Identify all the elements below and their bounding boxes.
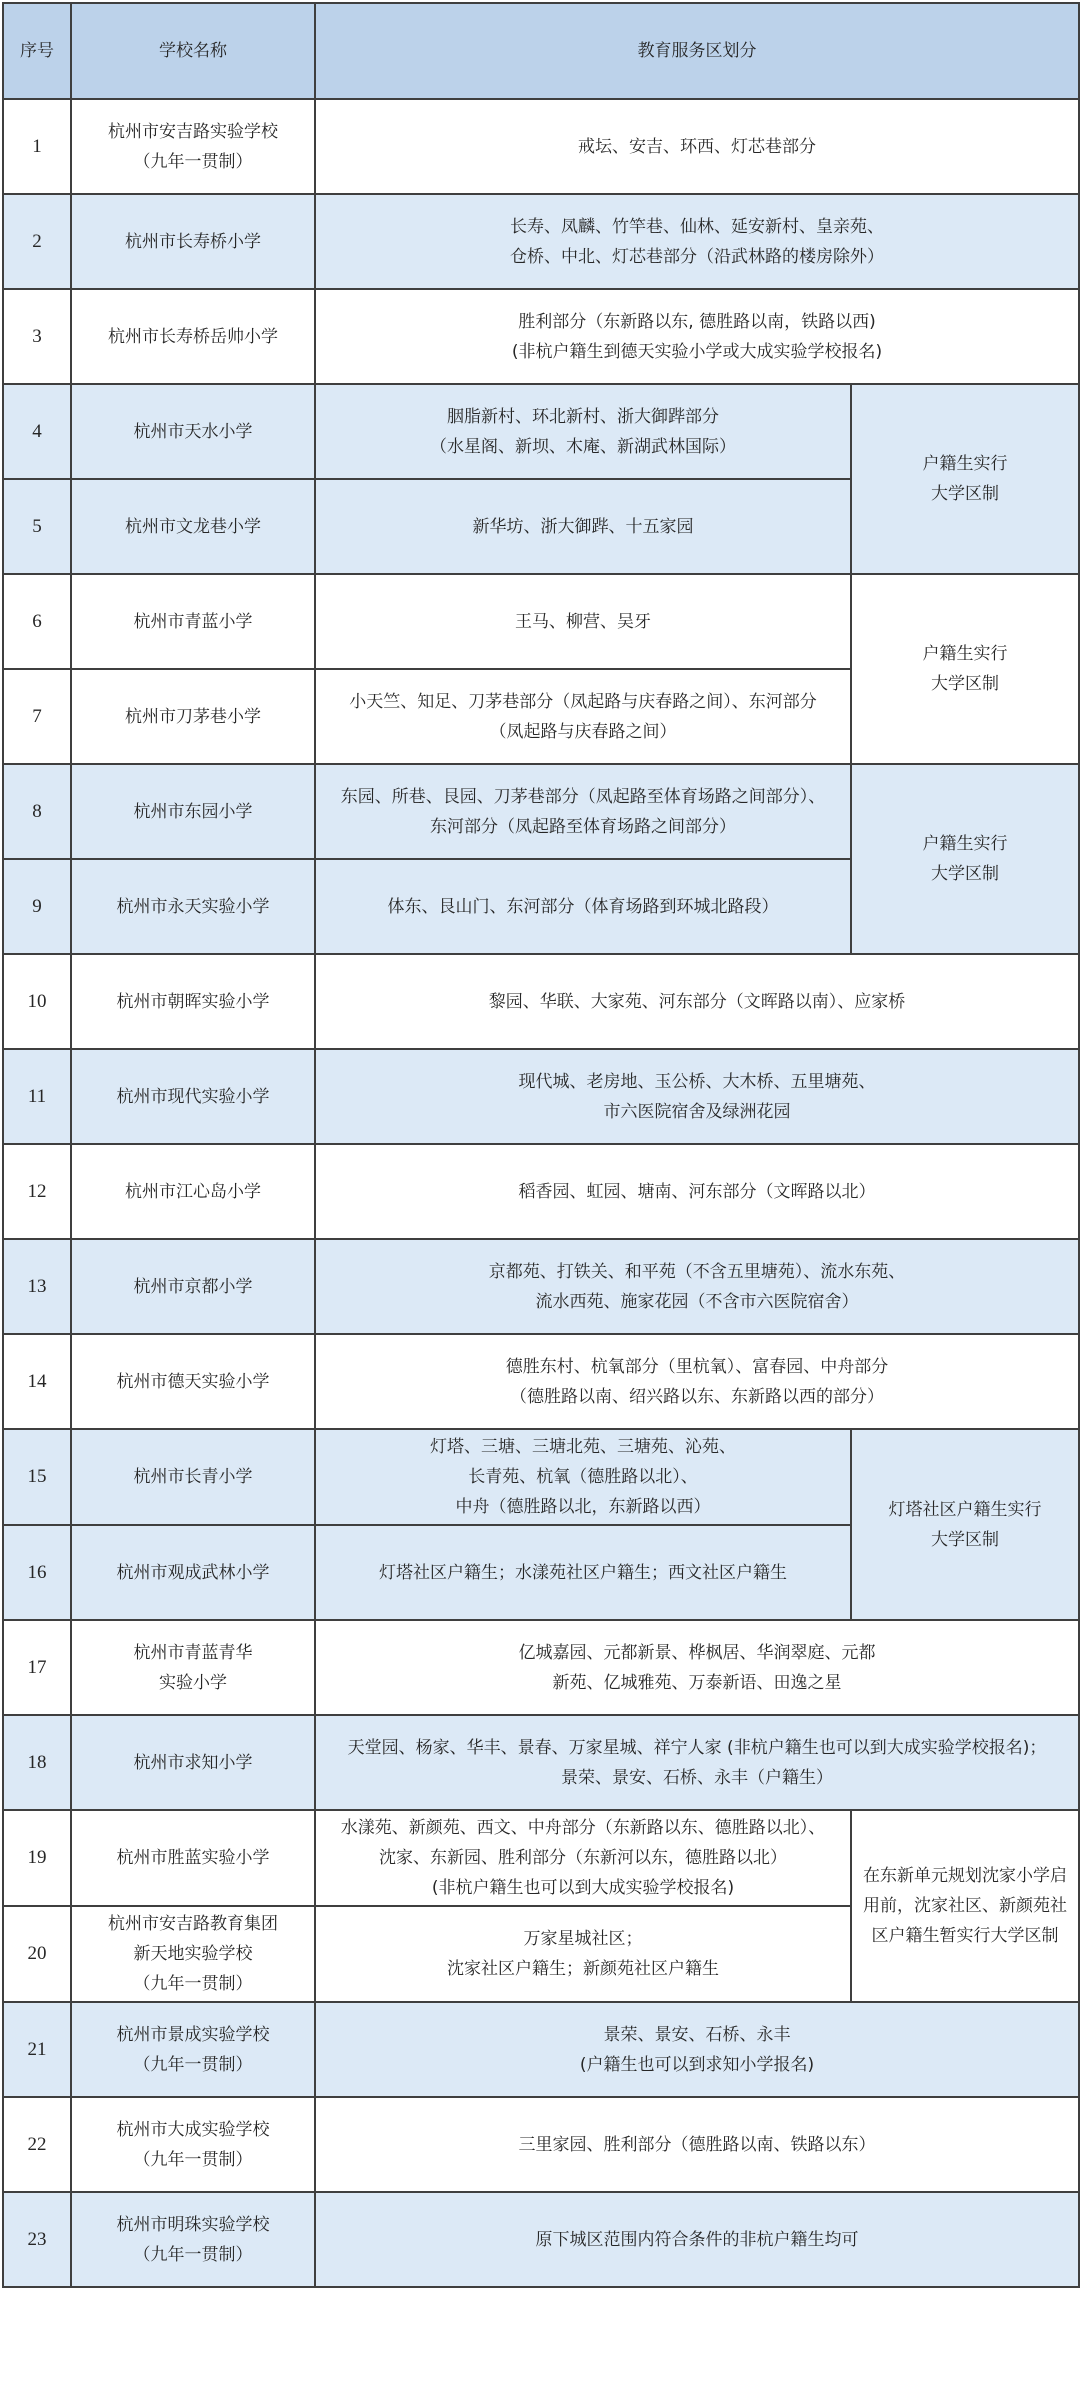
service-area-line: 小天竺、知足、刀茅巷部分（凤起路与庆春路之间）、东河部分: [349, 691, 817, 712]
row-number-cell: 12: [3, 1144, 71, 1239]
service-area-line: (户籍生也可以到求知小学报名): [579, 2054, 815, 2075]
school-name-line: 杭州市江心岛小学: [125, 1181, 261, 1202]
service-area-line: 沈家、东新园、胜利部分（东新河以东，德胜路以北）: [379, 1848, 787, 1868]
row-number-cell: 9: [3, 859, 71, 954]
row-number-cell: 13: [3, 1239, 71, 1334]
note-line: 区户籍生暂实行大学区制: [871, 1926, 1059, 1946]
school-name-line: 杭州市观成武林小学: [116, 1562, 270, 1583]
service-area-cell: [315, 1334, 1079, 1429]
school-name-cell: [71, 2097, 315, 2192]
school-name-line: 杭州市朝晖实验小学: [116, 991, 270, 1012]
table-row: [3, 99, 1079, 194]
school-name-line: 杭州市文龙巷小学: [125, 516, 261, 537]
row-number-cell: 15: [3, 1429, 71, 1525]
service-area-cell: [315, 194, 1079, 289]
note-line: 户籍生实行: [922, 454, 1008, 474]
service-area-line: 仓桥、中北、灯芯巷部分（沿武林路的楼房除外）: [510, 246, 884, 267]
school-name-cell: [71, 954, 315, 1049]
school-name-cell: [71, 764, 315, 859]
service-area-cell: [315, 1525, 851, 1620]
school-district-table: [2, 2, 1080, 2288]
school-name-line: （九年一贯制）: [133, 1974, 253, 1994]
service-area-line: 原下城区范围内符合条件的非杭户籍生均可: [535, 2229, 859, 2250]
school-name-cell: [71, 2002, 315, 2097]
school-name-cell: [71, 1525, 315, 1620]
service-area-cell: [315, 1049, 1079, 1144]
service-area-line: 长寿、凤麟、竹竿巷、仙林、延安新村、皇亲苑、: [510, 216, 884, 237]
service-area-line: 体东、艮山门、东河部分（体育场路到环城北路段）: [387, 896, 779, 917]
school-name-line: 杭州市长寿桥岳帅小学: [108, 326, 278, 347]
service-area-cell: [315, 1144, 1079, 1239]
table-row: [3, 954, 1079, 1049]
table-row: [3, 2097, 1079, 2192]
school-name-line: 杭州市天水小学: [133, 421, 253, 442]
row-number-cell: 23: [3, 2192, 71, 2287]
note-line: 大学区制: [931, 674, 999, 694]
merged-note-cell: [851, 764, 1079, 954]
school-name-line: 杭州市求知小学: [133, 1752, 253, 1773]
service-area-line: 新华坊、浙大御跸、十五家园: [472, 516, 694, 537]
school-name-line: 杭州市安吉路实验学校: [108, 121, 278, 142]
note-line: 户籍生实行: [922, 834, 1008, 854]
note-line: 用前，沈家社区、新颜苑社: [863, 1896, 1067, 1916]
service-area-line: （德胜路以南、绍兴路以东、东新路以西的部分）: [510, 1386, 884, 1407]
table-row: [3, 1810, 1079, 1906]
service-area-line: (非杭户籍生到德天实验小学或大成实验学校报名): [511, 341, 883, 362]
service-area-line: 稻香园、虹园、塘南、河东部分（文晖路以北）: [518, 1181, 876, 1202]
header-no: 序号: [3, 3, 71, 99]
table-row: [3, 1334, 1079, 1429]
school-name-line: 杭州市刀茅巷小学: [125, 706, 261, 727]
service-area-line: 中舟（德胜路以北，东新路以西）: [455, 1497, 711, 1517]
service-area-line: 景荣、景安、石桥、永丰（户籍生）: [561, 1767, 833, 1788]
school-name-cell: [71, 1429, 315, 1525]
school-name-line: 杭州市安吉路教育集团: [108, 1914, 278, 1934]
table-row: [3, 1049, 1079, 1144]
service-area-cell: [315, 764, 851, 859]
note-line: 户籍生实行: [922, 644, 1008, 664]
service-area-line: 京都苑、打铁关、和平苑（不含五里塘苑）、流水东苑、: [488, 1261, 906, 1282]
service-area-cell: [315, 2097, 1079, 2192]
note-line: 在东新单元规划沈家小学启: [863, 1866, 1067, 1886]
service-area-cell: [315, 289, 1079, 384]
school-name-cell: [71, 1810, 315, 1906]
service-area-line: 长青苑、杭氧（德胜路以北）、: [468, 1467, 698, 1487]
service-area-cell: [315, 859, 851, 954]
merged-note-cell: [851, 1810, 1079, 2002]
row-number-cell: 7: [3, 669, 71, 764]
service-area-cell: [315, 2002, 1079, 2097]
service-area-cell: [315, 479, 851, 574]
school-name-line: 实验小学: [159, 1672, 227, 1693]
table-row: [3, 574, 1079, 669]
school-name-cell: [71, 194, 315, 289]
service-area-cell: [315, 1810, 851, 1906]
table-row: [3, 1239, 1079, 1334]
service-area-line: 亿城嘉园、元都新景、桦枫居、华润翠庭、元都: [518, 1642, 876, 1663]
service-area-cell: [315, 954, 1079, 1049]
service-area-line: 沈家社区户籍生；新颜苑社区户籍生: [447, 1959, 719, 1979]
row-number-cell: 3: [3, 289, 71, 384]
merged-note-cell: [851, 1429, 1079, 1620]
school-name-line: （九年一贯制）: [133, 2244, 253, 2265]
school-name-cell: [71, 479, 315, 574]
service-area-line: (非杭户籍生也可以到大成实验学校报名): [431, 1878, 735, 1898]
row-number-cell: 21: [3, 2002, 71, 2097]
service-area-line: 流水西苑、施家花园（不含市六医院宿舍）: [535, 1291, 859, 1312]
merged-note-cell: [851, 384, 1079, 574]
service-area-cell: [315, 2192, 1079, 2287]
service-area-line: 万家星城社区；: [523, 1929, 643, 1949]
service-area-line: （水星阁、新坝、木庵、新湖武林国际）: [430, 436, 736, 457]
school-name-cell: [71, 2192, 315, 2287]
service-area-cell: [315, 384, 851, 479]
header-school-name: 学校名称: [71, 3, 315, 99]
table-row: [3, 2002, 1079, 2097]
service-area-line: 灯塔社区户籍生；水漾苑社区户籍生；西文社区户籍生: [379, 1562, 787, 1583]
school-name-line: 杭州市长青小学: [133, 1467, 253, 1487]
school-name-line: （九年一贯制）: [133, 151, 253, 172]
service-area-line: 东河部分（凤起路至体育场路之间部分）: [430, 816, 736, 837]
service-area-line: 天堂园、杨家、华丰、景春、万家星城、祥宁人家 (非杭户籍生也可以到大成实验学校报名)；: [347, 1737, 1047, 1758]
service-area-line: 三里家园、胜利部分（德胜路以南、铁路以东）: [518, 2134, 876, 2155]
service-area-line: 胜利部分（东新路以东, 德胜路以南，铁路以西): [518, 311, 876, 332]
table-row: [3, 1144, 1079, 1239]
note-line: 大学区制: [931, 484, 999, 504]
row-number-cell: 20: [3, 1906, 71, 2002]
table-row: [3, 289, 1079, 384]
school-name-cell: [71, 1906, 315, 2002]
service-area-cell: [315, 669, 851, 764]
school-name-line: （九年一贯制）: [133, 2054, 253, 2075]
service-area-line: 王马、柳营、吴牙: [515, 611, 651, 632]
service-area-cell: [315, 1620, 1079, 1715]
school-name-cell: [71, 574, 315, 669]
service-area-line: 德胜东村、杭氧部分（里杭氧）、富春园、中舟部分: [505, 1356, 889, 1377]
row-number-cell: 2: [3, 194, 71, 289]
service-area-cell: [315, 1906, 851, 2002]
service-area-line: （凤起路与庆春路之间）: [489, 721, 677, 742]
school-name-line: 杭州市景成实验学校: [116, 2024, 270, 2045]
school-name-cell: [71, 1144, 315, 1239]
school-name-line: 杭州市长寿桥小学: [125, 231, 261, 252]
service-area-line: 戒坛、安吉、环西、灯芯巷部分: [578, 136, 816, 157]
school-name-line: 杭州市青蓝小学: [133, 611, 253, 632]
table-body: [3, 99, 1079, 2287]
row-number-cell: 10: [3, 954, 71, 1049]
service-area-line: 新苑、亿城雅苑、万泰新语、田逸之星: [552, 1672, 842, 1693]
school-name-cell: [71, 1334, 315, 1429]
school-name-line: 新天地实验学校: [133, 1944, 253, 1964]
school-name-line: 杭州市大成实验学校: [116, 2119, 270, 2140]
table-row: [3, 384, 1079, 479]
service-area-line: 黎园、华联、大家苑、河东部分（文晖路以南）、应家桥: [488, 991, 906, 1012]
table-row: [3, 2192, 1079, 2287]
row-number-cell: 11: [3, 1049, 71, 1144]
service-area-cell: [315, 1429, 851, 1525]
school-name-cell: [71, 1239, 315, 1334]
school-name-line: （九年一贯制）: [133, 2149, 253, 2170]
service-area-cell: [315, 1715, 1079, 1810]
row-number-cell: 16: [3, 1525, 71, 1620]
row-number-cell: 18: [3, 1715, 71, 1810]
service-area-line: 景荣、景安、石桥、永丰: [603, 2024, 791, 2045]
row-number-cell: 8: [3, 764, 71, 859]
merged-note-cell: [851, 574, 1079, 764]
note-line: 灯塔社区户籍生实行: [888, 1499, 1042, 1520]
header-row: [3, 3, 1079, 99]
service-area-line: 胭脂新村、环北新村、浙大御跸部分: [447, 406, 719, 427]
school-name-cell: [71, 384, 315, 479]
school-name-cell: [71, 99, 315, 194]
school-name-line: 杭州市京都小学: [133, 1276, 253, 1297]
school-name-cell: [71, 859, 315, 954]
row-number-cell: 4: [3, 384, 71, 479]
table-row: [3, 1429, 1079, 1525]
school-name-line: 杭州市明珠实验学校: [116, 2214, 270, 2235]
school-name-line: 杭州市胜蓝实验小学: [116, 1848, 270, 1868]
table-row: [3, 764, 1079, 859]
row-number-cell: 19: [3, 1810, 71, 1906]
service-area-cell: [315, 1239, 1079, 1334]
service-area-line: 现代城、老房地、玉公桥、大木桥、五里塘苑、: [518, 1071, 876, 1092]
school-name-cell: [71, 1620, 315, 1715]
service-area-line: 灯塔、三塘、三塘北苑、三塘苑、沁苑、: [430, 1437, 736, 1457]
service-area-cell: [315, 99, 1079, 194]
row-number-cell: 14: [3, 1334, 71, 1429]
row-number-cell: 22: [3, 2097, 71, 2192]
service-area-cell: [315, 574, 851, 669]
note-line: 大学区制: [931, 864, 999, 884]
school-name-cell: [71, 289, 315, 384]
service-area-line: 市六医院宿舍及绿洲花园: [603, 1101, 791, 1122]
note-line: 大学区制: [931, 1529, 999, 1550]
table-row: [3, 1620, 1079, 1715]
table-row: [3, 1715, 1079, 1810]
school-name-line: 杭州市青蓝青华: [133, 1642, 253, 1663]
school-name-line: 杭州市德天实验小学: [116, 1371, 270, 1392]
row-number-cell: 6: [3, 574, 71, 669]
school-name-cell: [71, 1049, 315, 1144]
row-number-cell: 1: [3, 99, 71, 194]
header-service-area: 教育服务区划分: [315, 3, 1079, 99]
service-area-line: 水漾苑、新颜苑、西文、中舟部分（东新路以东、德胜路以北）、: [340, 1818, 826, 1838]
row-number-cell: 5: [3, 479, 71, 574]
service-area-line: 东园、所巷、艮园、刀茅巷部分（凤起路至体育场路之间部分）、: [340, 786, 826, 807]
school-name-line: 杭州市东园小学: [133, 801, 253, 822]
row-number-cell: 17: [3, 1620, 71, 1715]
table-row: [3, 194, 1079, 289]
school-name-cell: [71, 1715, 315, 1810]
school-name-line: 杭州市现代实验小学: [116, 1086, 270, 1107]
school-name-cell: [71, 669, 315, 764]
school-name-line: 杭州市永天实验小学: [116, 896, 270, 917]
